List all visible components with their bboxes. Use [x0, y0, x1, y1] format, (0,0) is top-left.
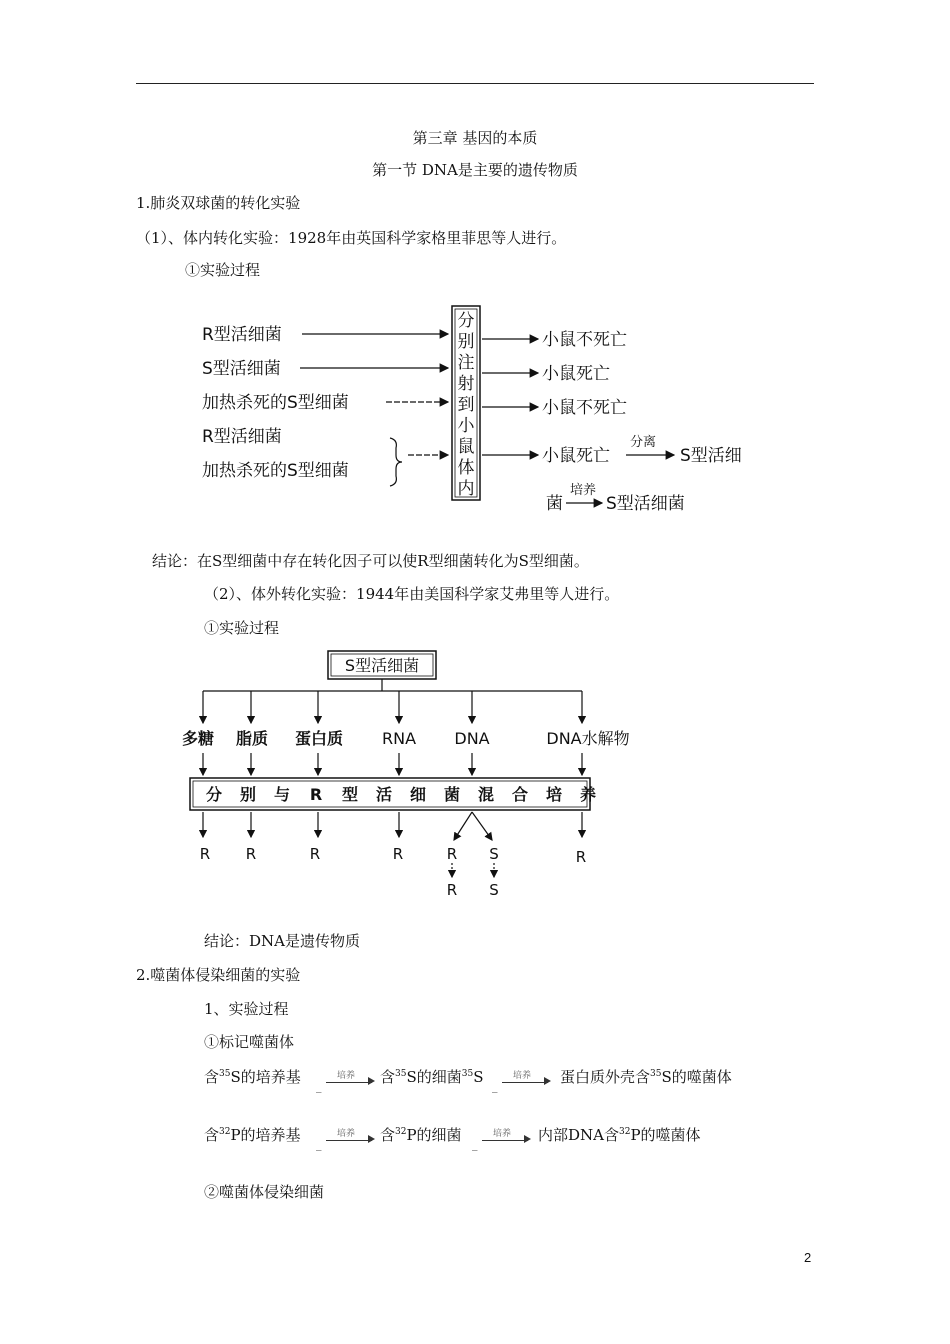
input-r-live: R型活细菌	[202, 325, 282, 345]
part2-sub-heading: 1、实验过程	[204, 1000, 289, 1018]
output-1: 小鼠不死亡	[542, 330, 627, 350]
p32-medium: 含$^{32}$P的培养基	[204, 1126, 301, 1144]
in-vitro-diagram	[170, 645, 640, 905]
comp-dna: DNA	[454, 729, 490, 748]
in-vivo-process-label: ①实验过程	[185, 261, 261, 279]
mix-box-char: 别	[239, 785, 257, 804]
result-5: R	[446, 845, 458, 863]
in-vivo-diagram	[190, 300, 760, 530]
s35-arrow-2: _ 培养	[492, 1070, 552, 1088]
result-3: R	[309, 845, 321, 863]
mix-box-char: 培	[545, 785, 563, 804]
center-box-char: 内	[457, 479, 475, 499]
comp-dna-hydrolysate: DNA水解物	[546, 729, 630, 748]
result-7: R	[575, 848, 587, 866]
sep-result: S型活细	[680, 446, 742, 466]
p32-phage: 内部DNA含$^{32}$P的噬菌体	[538, 1126, 701, 1144]
in-vivo-conclusion: 结论：在S型细菌中存在转化因子可以使R型细菌转化为S型细菌。	[152, 552, 589, 570]
input-s-killed: 加热杀死的S型细菌	[202, 393, 349, 413]
result-2: R	[245, 845, 257, 863]
header-rule	[136, 83, 814, 84]
s35-bacteria: 含$^{35}$S的细菌$^{35}$S	[380, 1068, 484, 1086]
comp-protein: 蛋白质	[294, 729, 344, 748]
comp-rna: RNA	[381, 729, 417, 748]
center-box-char: 分	[457, 311, 475, 331]
output-3: 小鼠不死亡	[542, 398, 627, 418]
center-box-char: 到	[457, 395, 475, 415]
in-vitro-heading: （2）、体外转化实验：1944年由美国科学家艾弗里等人进行。	[204, 585, 620, 603]
culture-result: S型活细菌	[606, 494, 685, 514]
center-box-char: 注	[457, 353, 475, 373]
s35-phage: 蛋白质外壳含$^{35}$S的噬菌体	[560, 1068, 732, 1086]
mix-box-char: 活	[375, 785, 393, 804]
comp-polysaccharide: 多糖	[181, 729, 215, 748]
mix-box-char: 细	[409, 785, 427, 804]
result-4: R	[392, 845, 404, 863]
output-2: 小鼠死亡	[542, 364, 610, 384]
top-box-label: S型活细菌	[344, 656, 420, 675]
section-title: 第一节 DNA是主要的遗传物质	[372, 161, 578, 179]
mix-box-char: R	[309, 785, 323, 804]
chapter-title: 第三章 基因的本质	[412, 129, 538, 147]
in-vitro-conclusion: 结论：DNA是遗传物质	[204, 932, 360, 950]
step2-label: ②噬菌体侵染细菌	[204, 1183, 325, 1201]
sep-label: 分离	[630, 435, 657, 450]
p32-bacteria: 含$^{32}$P的细菌	[380, 1126, 462, 1144]
mix-box-char: 混	[477, 785, 495, 804]
mix-box-char: 合	[511, 785, 529, 804]
step1-label: ①标记噬菌体	[204, 1033, 295, 1051]
result-1: R	[199, 845, 211, 863]
mix-box-char: 与	[273, 785, 291, 804]
s35-medium: 含$^{35}$S的培养基	[204, 1068, 301, 1086]
center-box-char: 射	[457, 374, 475, 394]
mix-box-char: 养	[579, 785, 597, 804]
center-box-char: 别	[457, 332, 475, 352]
input-s-live: S型活细菌	[202, 359, 281, 379]
in-vivo-heading: （1）、体内转化实验：1928年由英国科学家格里菲思等人进行。	[136, 229, 567, 247]
in-vitro-process-label: ①实验过程	[204, 619, 280, 637]
input-s-killed-mix: 加热杀死的S型细菌	[202, 461, 349, 481]
sub-result-r: R	[446, 881, 458, 899]
p32-arrow-1: _ 培养	[316, 1128, 376, 1146]
mix-box-char: 分	[205, 785, 223, 804]
page-number: 2	[804, 1250, 812, 1265]
result-6: S	[489, 845, 499, 863]
center-box-char: 体	[457, 458, 475, 478]
culture-label: 培养	[570, 483, 597, 498]
mix-box-char: 型	[341, 785, 359, 804]
input-r-live-mix: R型活细菌	[202, 427, 282, 447]
center-box-char: 小	[457, 416, 475, 436]
part1-heading: 1.肺炎双球菌的转化实验	[136, 194, 301, 212]
p32-arrow-2: _ 培养	[472, 1128, 532, 1146]
center-box-char: 鼠	[457, 437, 475, 457]
culture-prefix: 菌	[546, 494, 563, 514]
mix-box-char: 菌	[443, 785, 461, 804]
s35-arrow-1: _ 培养	[316, 1070, 376, 1088]
comp-lipid: 脂质	[235, 729, 269, 748]
output-4: 小鼠死亡	[542, 446, 610, 466]
part2-heading: 2.噬菌体侵染细菌的实验	[136, 966, 301, 984]
sub-result-s: S	[489, 881, 499, 899]
